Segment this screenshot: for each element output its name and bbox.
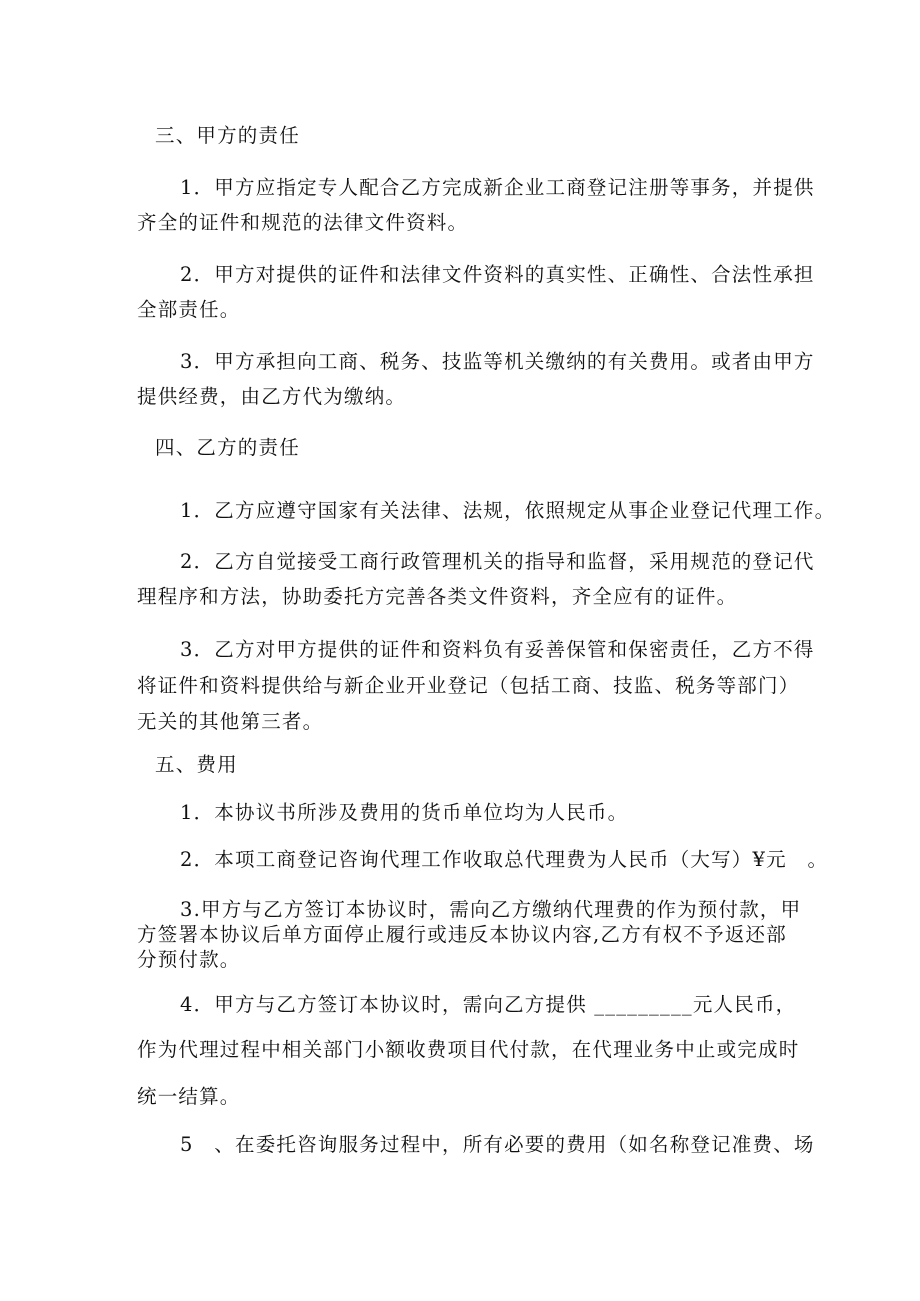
text-line: 分预付款。 [137, 948, 241, 971]
text-line: 提供经费，由乙方代为缴纳。 [137, 385, 407, 408]
text-line: 将证件和资料提供给与新企业开业登记（包括工商、技监、税务等部门） [137, 674, 800, 697]
text-line: 无关的其他第三者。 [137, 710, 324, 733]
text-line: 齐全的证件和规范的法律文件资料。 [137, 211, 469, 234]
text-line: 统一结算。 [137, 1085, 241, 1108]
text-line: 3.甲方与乙方签订本协议时，需向乙方缴纳代理费的作为预付款，甲 [180, 898, 802, 921]
text-line: 五、费用 [155, 753, 238, 776]
text-line: 3．乙方对甲方提供的证件和资料负有妥善保管和保密责任，乙方不得 [180, 638, 815, 661]
text-line: 1．乙方应遵守国家有关法律、法规，依照规定从事企业登记代理工作。 [180, 499, 836, 522]
text-line: 全部责任。 [137, 298, 241, 321]
text-line: 2．乙方自觉接受工商行政管理机关的指导和监督，采用规范的登记代 [180, 550, 815, 573]
text-line: 四、乙方的责任 [155, 436, 300, 459]
text-line: 1．甲方应指定专人配合乙方完成新企业工商登记注册等事务，并提供 [180, 176, 815, 199]
text-line: 三、甲方的责任 [155, 124, 300, 147]
text-line: 2．本项工商登记咨询代理工作收取总代理费为人民币（大写）¥元 。 [180, 848, 829, 871]
text-line: 5 、在委托咨询服务过程中，所有必要的费用（如名称登记准费、场 [180, 1133, 815, 1156]
text-line: 3．甲方承担向工商、税务、技监等机关缴纳的有关费用。或者由甲方 [180, 350, 815, 373]
text-line: 4．甲方与乙方签订本协议时，需向乙方提供 _________元人民币， [180, 993, 797, 1016]
text-line: 作为代理过程中相关部门小额收费项目代付款，在代理业务中止或完成时 [137, 1038, 800, 1061]
text-line: 方签署本协议后单方面停止履行或违反本协议内容,乙方有权不予返还部 [137, 923, 787, 946]
text-line: 1．本协议书所涉及费用的货币单位均为人民币。 [180, 801, 629, 824]
text-line: 理程序和方法，协助委托方完善各类文件资料，齐全应有的证件。 [137, 585, 738, 608]
text-line: 2．甲方对提供的证件和法律文件资料的真实性、正确性、合法性承担 [180, 263, 815, 286]
